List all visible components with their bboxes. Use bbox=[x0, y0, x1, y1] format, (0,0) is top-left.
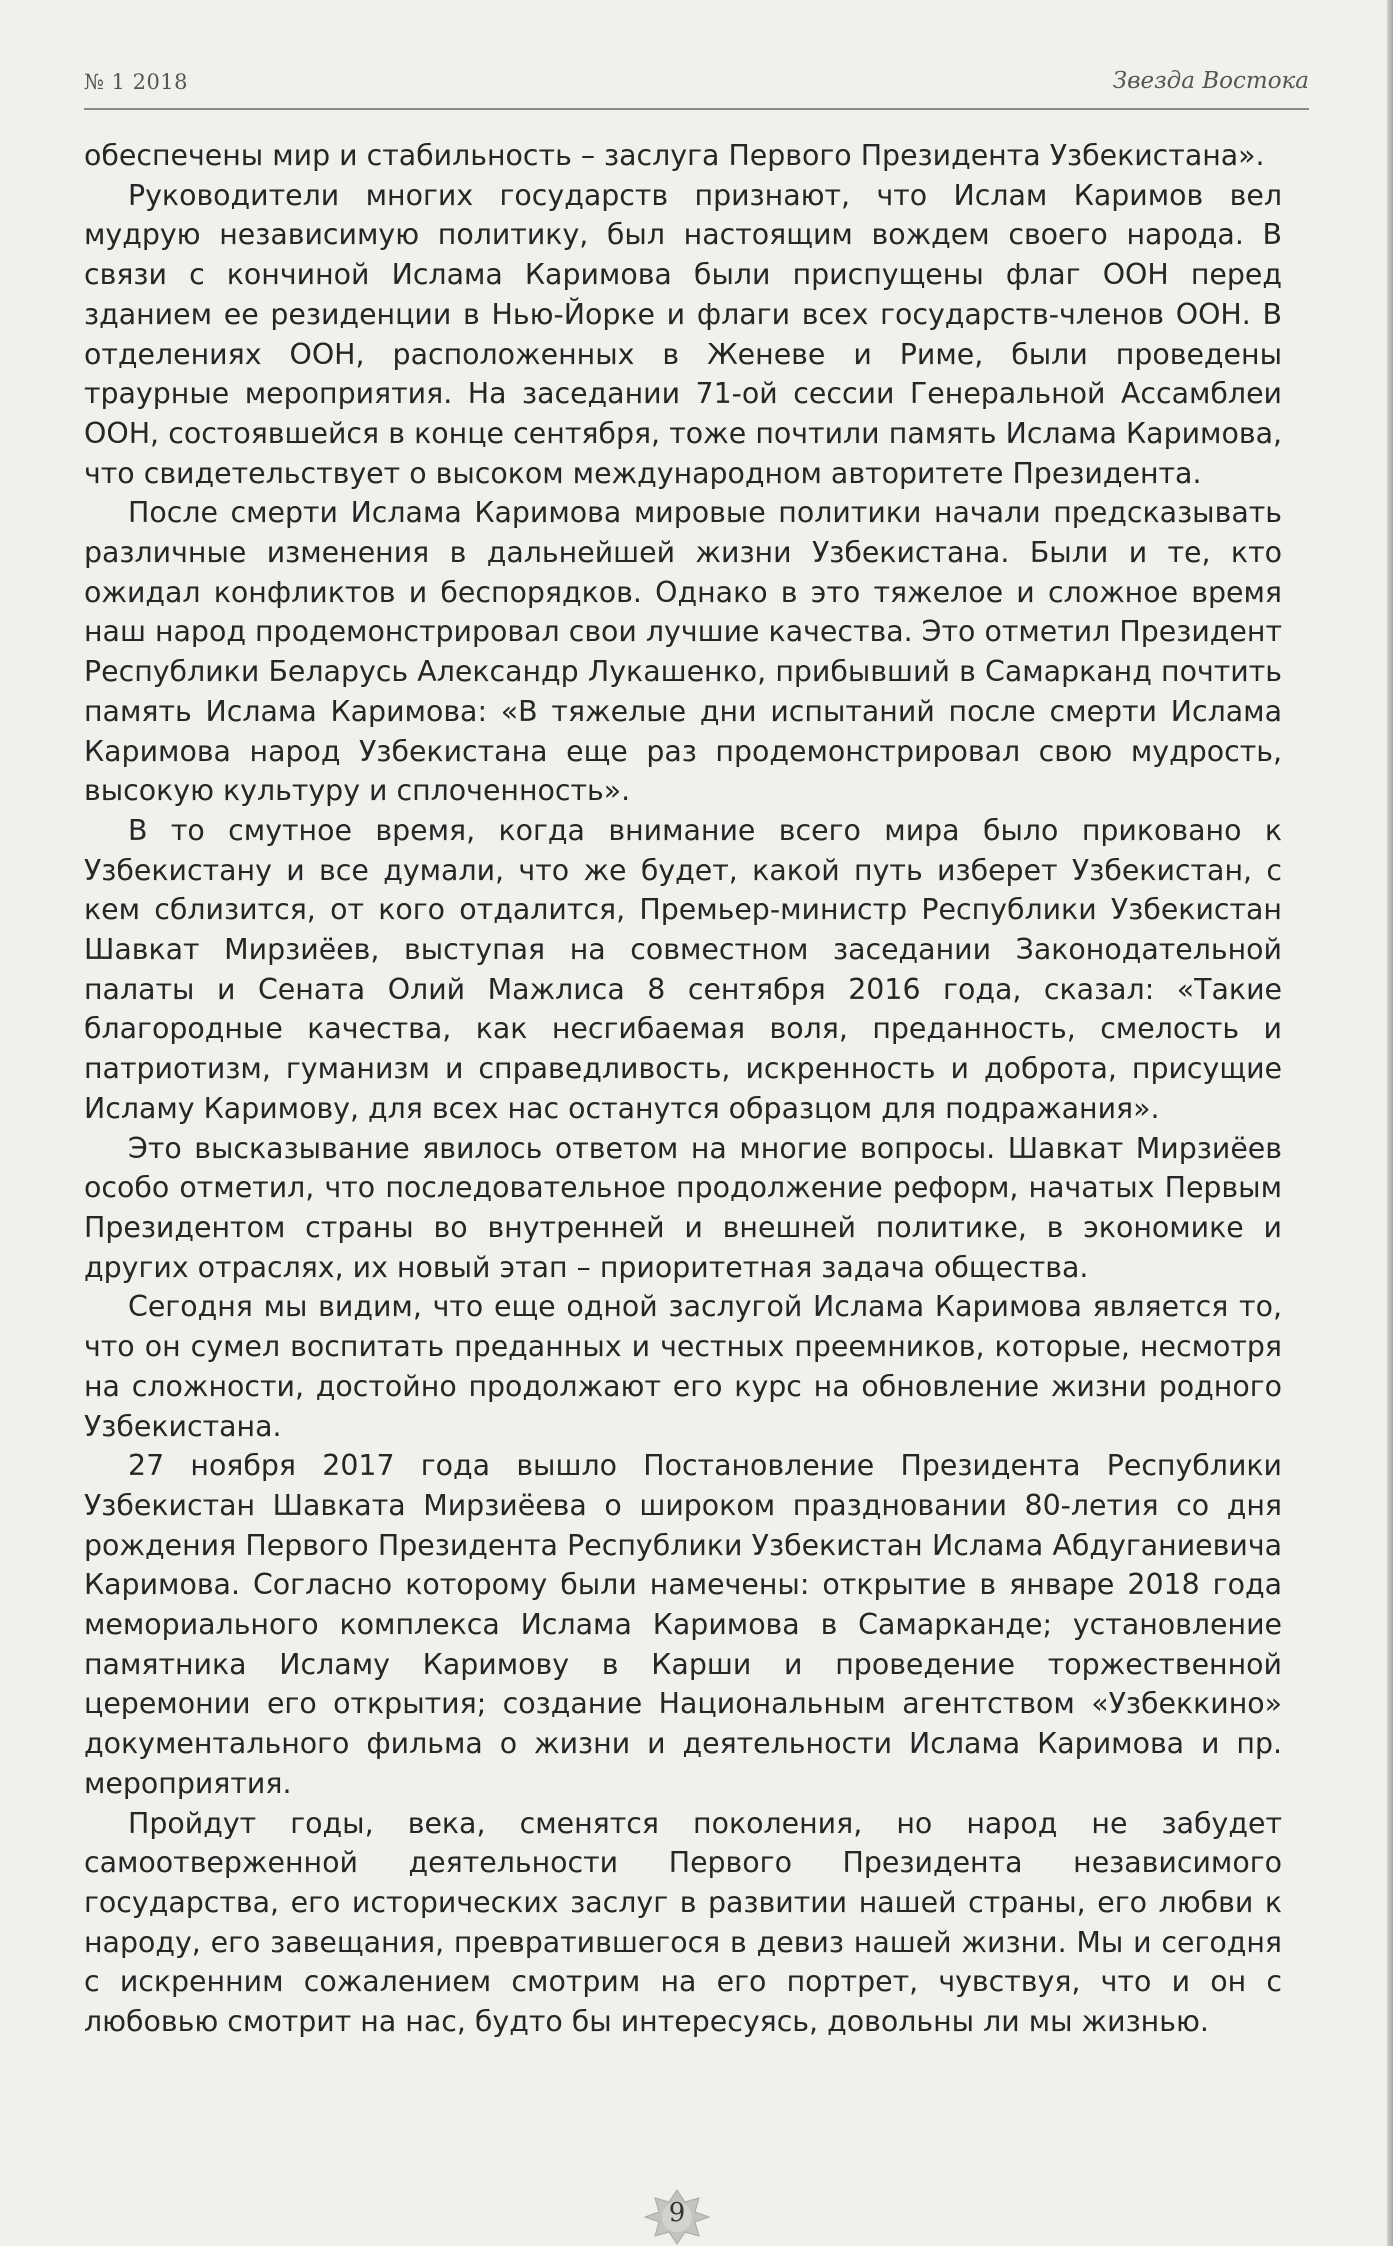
page-number: 9 bbox=[668, 2198, 686, 2228]
paragraph: 27 ноября 2017 года вышло Постановление Президента Республики Узбекистан Шавката Мирзиёева о широком праздновании 80-летия со дня рождения Первого Президента Республики Узбекистан Ислама Абдуганиевича Каримова. Согласно которому были намечены: открытие в январе 2018 года мемориального комплекса Ислама Каримова в Самарканде; установление памятника Исламу Каримову в Карши и проведение торжественной церемонии его открытия; создание Национальным агентством «Узбеккино» документального фильма о жизни и деятельности Ислама Каримова и пр. мероприятия. bbox=[84, 1449, 1282, 1800]
journal-title: Звезда Востока bbox=[1112, 68, 1309, 94]
paragraph: Руководители многих государств признают, что Ислам Каримов вел мудрую независимую политику, был настоящим вождем своего народа. В связи с кончиной Ислама Каримова были приспущены флаг ООН перед зданием ее резиденции в Нью-Йорке и флаги всех государств-членов ООН. В отделениях ООН, расположенных в Женеве и Риме, были проведены траурные мероприятия. На заседании 71-ой сессии Генеральной Ассамблеи ООН, состоявшейся в конце сентября, тоже почтили память Ислама Каримова, что свидетельствует о высоком международном авторитете Президента. bbox=[84, 178, 1282, 490]
issue-number: № 1 2018 bbox=[84, 70, 189, 94]
article-body bbox=[84, 136, 1282, 2042]
running-head bbox=[84, 66, 1309, 106]
header-rule bbox=[84, 108, 1309, 110]
paragraph: Сегодня мы видим, что еще одной заслугой Ислама Каримова является то, что он сумел воспитать преданных и честных преемников, которые, несмотря на сложности, достойно продолжают его курс на обновление жизни родного Узбекистана. bbox=[84, 1290, 1282, 1443]
paragraph: обеспечены мир и стабильность – заслуга Первого Президента Узбекистана». bbox=[84, 139, 1265, 172]
paragraph: После смерти Ислама Каримова мировые политики начали предсказывать различные изменения в дальнейшей жизни Узбекистана. Были и те, кто ожидал конфликтов и беспорядков. Однако в это тяжелое и сложное время наш народ продемонстрировал свои лучшие качества. Это отметил Президент Республики Беларусь Александр Лукашенко, прибывший в Самарканд почтить память Ислама Каримова: «В тяжелые дни испытаний после смерти Ислама Каримова народ Узбекистана еще раз продемонстрировал свою мудрость, высокую культуру и сплоченность». bbox=[84, 496, 1282, 808]
page-edge-shadow bbox=[1387, 0, 1393, 2246]
page-number-block bbox=[641, 2188, 713, 2246]
paragraph: В то смутное время, когда внимание всего мира было приковано к Узбекистану и все думали, что же будет, какой путь изберет Узбекистан, с кем сблизится, от кого отдалится, Премьер-министр Республики Узбекистан Шавкат Мирзиёев, выступая на совместном заседании Законодательной палаты и Сената Олий Мажлиса 8 сентября 2016 года, сказал: «Такие благородные качества, как несгибаемая воля, преданность, смелость и патриотизм, гуманизм и справедливость, искренность и доброта, присущие Исламу Каримову, для всех нас останутся образцом для подражания». bbox=[84, 813, 1282, 1125]
paragraph: Пройдут годы, века, сменятся поколения, но народ не забудет самоотверженной деятельности Первого Президента независимого государства, его исторических заслуг в развитии нашей страны, его любви к народу, его завещания, превратившегося в девиз нашей жизни. Мы и сегодня с искренним сожалением смотрим на его портрет, чувствуя, что и он с любовью смотрит на нас, будто бы интересуясь, довольны ли мы жизнью. bbox=[84, 1806, 1282, 2039]
paragraph: Это высказывание явилось ответом на многие вопросы. Шавкат Мирзиёев особо отметил, что последовательное продолжение реформ, начатых Первым Президентом страны во внутренней и внешней политике, в экономике и других отраслях, их новый этап – приоритетная задача общества. bbox=[84, 1131, 1282, 1284]
